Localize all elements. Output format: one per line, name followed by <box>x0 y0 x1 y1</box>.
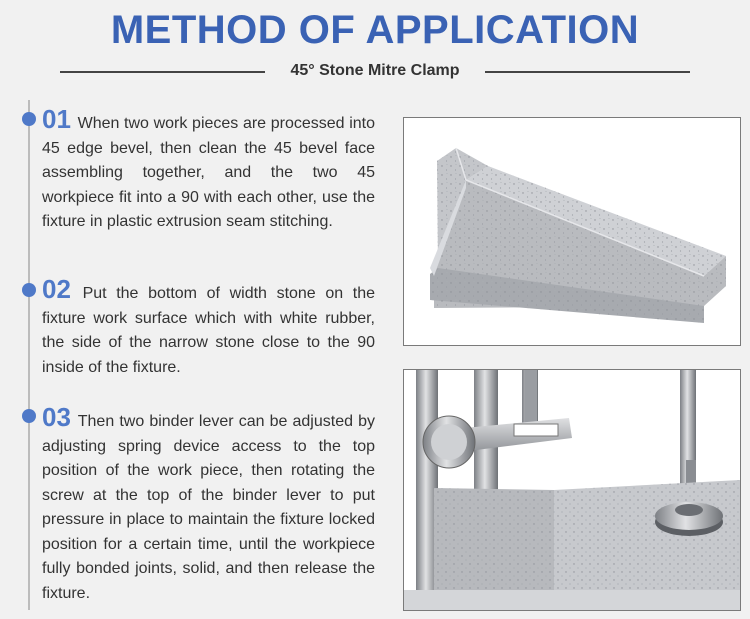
mitre-clamp-photo <box>403 369 741 611</box>
step-2-text: Put the bottom of width stone on the fixture work surface which with white rubber, the side of the narrow stone close to the 90 inside of the fixture. <box>42 285 375 376</box>
page-title: METHOD OF APPLICATION <box>110 8 640 52</box>
step-2 <box>42 274 375 380</box>
step-3-number: 03 <box>42 402 71 432</box>
stone-joint-image <box>404 118 740 345</box>
subtitle: 45° Stone Mitre Clamp <box>290 62 460 79</box>
step-3-text: Then two binder lever can be adjusted by adjusting spring device access to the top position of the work piece, then rotating the screw at the top of the binder lever to put pressure in place to maintain the fixture locked position for a certain time, until the workpiece fully bonded joints, solid, and then release the fixture. <box>42 413 376 602</box>
step-1-text: When two work pieces are processed into 45 edge bevel, then clean the 45 bevel face assembling together, and the two 45 workpiece fit into a 90 with each other, use the fixture in plastic extrusion seam stitching. <box>42 115 376 230</box>
subtitle-divider-right <box>485 71 690 73</box>
timeline-dot-1 <box>22 112 36 126</box>
step-1 <box>42 104 376 235</box>
stone-joint-photo <box>403 117 741 346</box>
step-2-number: 02 <box>42 274 71 304</box>
timeline-dot-2 <box>22 283 36 297</box>
timeline-dot-3 <box>22 409 36 423</box>
step-3 <box>42 402 376 606</box>
step-1-number: 01 <box>42 104 71 134</box>
subtitle-row <box>60 60 690 84</box>
mitre-clamp-image <box>404 370 740 610</box>
timeline-line <box>28 100 30 610</box>
